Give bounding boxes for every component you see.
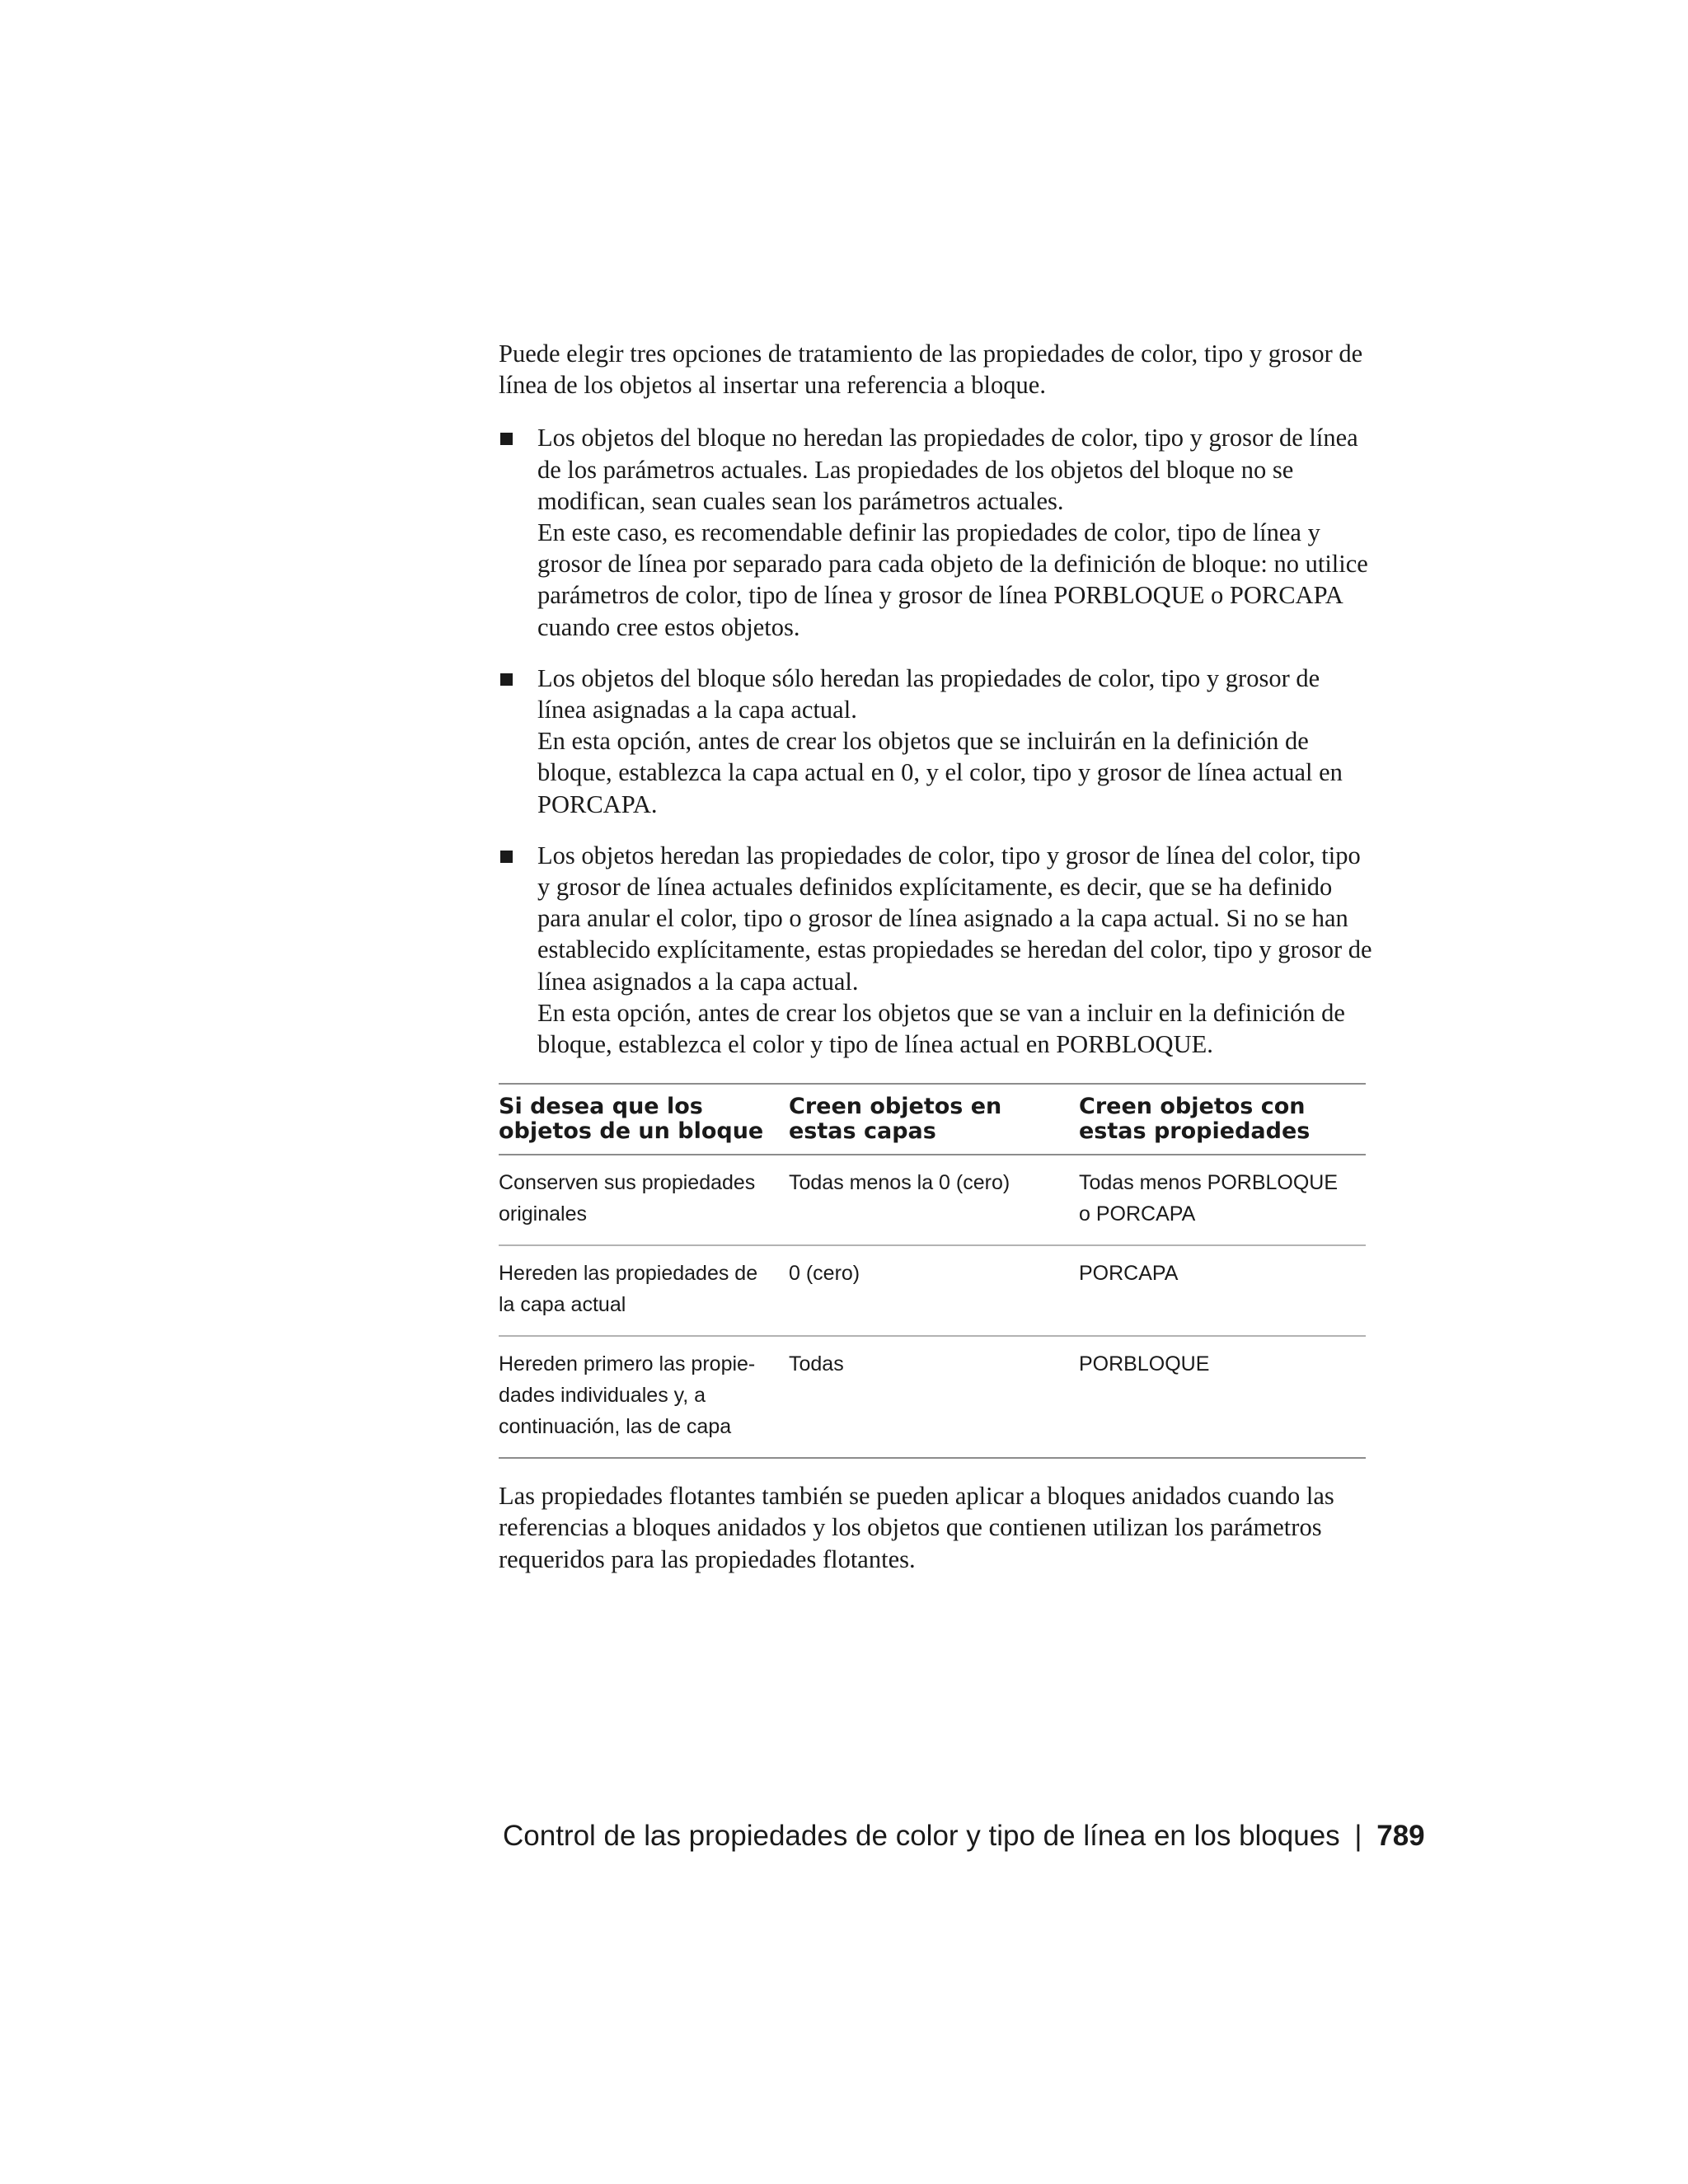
cell-line: o PORCAPA [1079,1202,1196,1226]
cell-line: Conserven sus propiedades [499,1171,756,1195]
cell-line: Todas [789,1352,844,1376]
table-header-objects: Si desea que los objetos de un bloque [499,1084,789,1155]
cell-line: Todas menos la 0 (cero) [789,1171,1010,1195]
cell-line: Todas menos PORBLOQUE [1079,1171,1339,1195]
table-cell-layers [789,1155,1079,1245]
option-lead: Los objetos del bloque no heredan las propiedades de color, tipo y grosor de línea de los parámetros actuales. Las propiedades de los objetos del bloque no se modifican, sean cuales sean los parámetros actuales. [537,424,1358,515]
page-body [499,338,1372,1575]
table-row [499,1336,1366,1458]
square-bullet-icon [500,433,513,445]
option-detail: En este caso, es recomendable definir las propiedades de color, tipo de línea y grosor de línea por separado para cada objeto de la definición de bloque: no utilice parámetros de color, tipo de línea y grosor de línea PORBLOQUE o PORCAPA cuando cree estos objetos. [537,518,1368,641]
footer-title: Control de las propiedades de color y tipo de línea en los bloques [503,1820,1340,1852]
cell-line: Hereden primero las propie- [499,1352,756,1376]
options-list [499,422,1372,1060]
page-number: 789 [1376,1820,1425,1852]
table-header-layers: Creen objetos en estas capas [789,1084,1079,1155]
option-detail: En esta opción, antes de crear los objetos que se van a incluir en la definición de bloque, establezca el color y tipo de línea actual en PORBLOQUE. [537,998,1345,1059]
table-cell-properties [1079,1155,1366,1245]
option-item-2 [499,663,1372,820]
option-item-1 [499,422,1372,642]
table-header-row [499,1084,1366,1155]
table-row [499,1245,1366,1336]
closing-paragraph: Las propiedades flotantes también se pueden aplicar a bloques anidados cuando las referencias a bloques anidados y los objetos que contienen utilizan los parámetros requeridos para las propiedades flotantes. [499,1482,1334,1573]
option-lead: Los objetos del bloque sólo heredan las propiedades de color, tipo y grosor de línea asignadas a la capa actual. [537,663,1320,724]
option-item-3 [499,840,1372,1060]
option-lead: Los objetos heredan las propiedades de color, tipo y grosor de línea del color, tipo y grosor de línea actuales definidos explícitamente, es decir, que se ha definido para anular el color, tipo o grosor de línea asignado a la capa actual. Si no se han establecido explícitamente, estas propiedades se heredan del color, tipo y grosor de línea asignados a la capa actual. [537,841,1372,996]
table-cell-properties [1079,1245,1366,1336]
option-detail: En esta opción, antes de crear los objetos que se incluirán en la definición de bloque, establezca la capa actual en 0, y el color, tipo y grosor de línea actual en PORCAPA. [537,727,1343,818]
footer-separator: | [1354,1820,1362,1852]
table-row [499,1155,1366,1245]
cell-line: 0 (cero) [789,1262,860,1286]
page-footer [503,1818,1425,1854]
cell-line: Hereden las propiedades de [499,1262,758,1286]
table-cell-objects [499,1245,789,1336]
cell-line: la capa actual [499,1293,626,1317]
cell-line: PORBLOQUE [1079,1352,1210,1376]
cell-line: originales [499,1202,588,1226]
cell-line: continuación, las de capa [499,1415,732,1439]
table-cell-objects [499,1336,789,1458]
intro-paragraph: Puede elegir tres opciones de tratamiento de las propiedades de color, tipo y grosor de línea de los objetos al insertar una referencia a bloque. [499,340,1363,400]
table-cell-layers [789,1336,1079,1458]
square-bullet-icon [500,851,513,863]
table-header-properties: Creen objetos con estas propiedades [1079,1084,1366,1155]
properties-table [499,1083,1366,1459]
table-cell-layers [789,1245,1079,1336]
table-cell-objects [499,1155,789,1245]
table-cell-properties [1079,1336,1366,1458]
square-bullet-icon [500,673,513,686]
cell-line: dades individuales y, a [499,1384,706,1408]
cell-line: PORCAPA [1079,1262,1179,1286]
